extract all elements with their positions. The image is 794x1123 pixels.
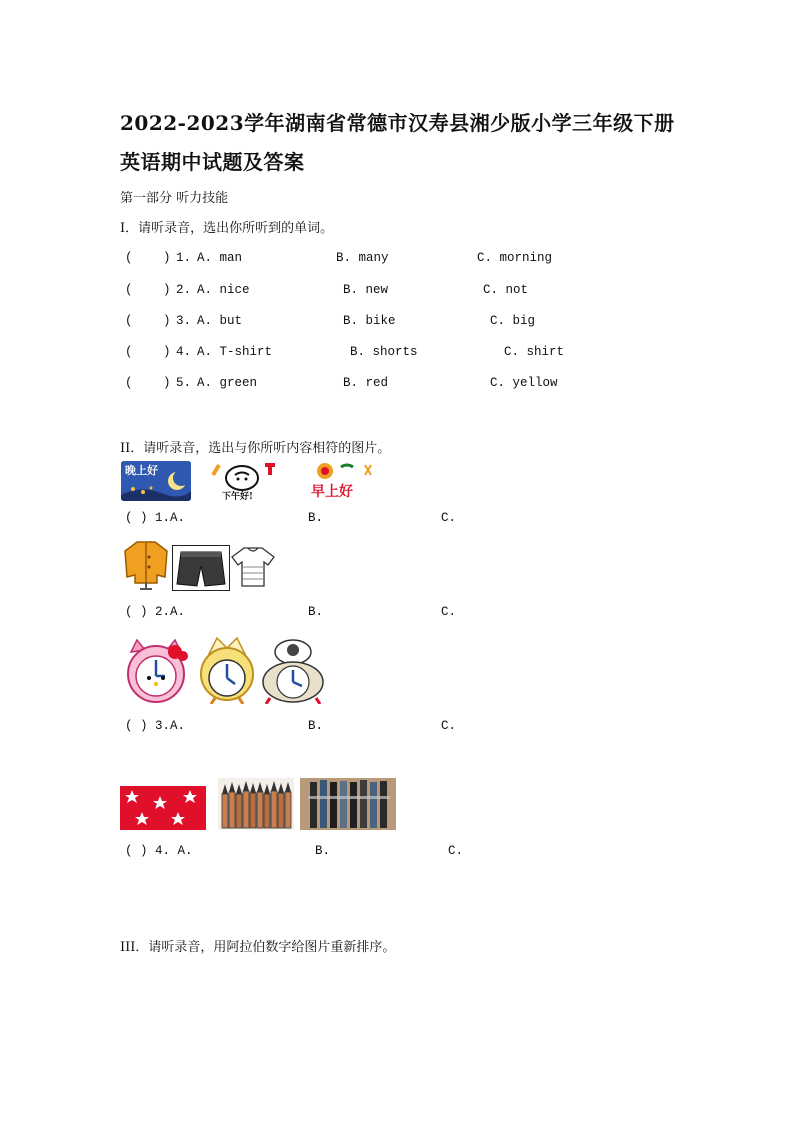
pens-picture: [300, 778, 396, 830]
option-a: A. but: [197, 314, 243, 328]
option-c: C. shirt: [504, 345, 565, 359]
good-afternoon-picture: [205, 461, 278, 501]
section2-heading: II．请听录音，选出与你所听内容相符的图片。: [120, 441, 391, 456]
option-c: C. not: [483, 283, 529, 297]
answer-paren-close: ): [163, 251, 171, 265]
q3-option-b: B.: [308, 719, 324, 733]
option-c: C. big: [490, 314, 536, 328]
section3-heading: III．请听录音，用阿拉伯数字给图片重新排序。: [120, 940, 396, 955]
chick-clock-picture: [197, 634, 257, 704]
document-title-line1: 2022-2023学年湖南省常德市汉寿县湘少版小学三年级下册: [120, 111, 675, 135]
question-number: 2.: [176, 283, 192, 297]
option-c: C. yellow: [490, 376, 558, 390]
option-b: B. shorts: [350, 345, 418, 359]
good-evening-label: 晚上好: [125, 464, 158, 477]
q4-option-c: C.: [448, 844, 464, 858]
question-number: 1.: [176, 251, 192, 265]
answer-paren-open: (: [125, 345, 133, 359]
good-morning-picture: [307, 461, 383, 501]
option-a: A. nice: [197, 283, 250, 297]
cat-clock-picture: [121, 638, 191, 704]
option-b: B. bike: [343, 314, 396, 328]
good-afternoon-label: 下午好!: [222, 492, 253, 501]
q2-option-c: C.: [441, 605, 457, 619]
answer-paren-open: (: [125, 314, 133, 328]
answer-paren-close: ): [163, 283, 171, 297]
answer-paren-open: (: [125, 376, 133, 390]
star-pattern-picture: [120, 786, 206, 830]
good-evening-picture: [121, 461, 191, 501]
question-number: 5.: [176, 376, 192, 390]
dog-clock-picture: [260, 638, 326, 704]
q4-label: ( ) 4. A.: [125, 844, 193, 858]
q3-label: ( ) 3.A.: [125, 719, 186, 733]
q1-label: ( ) 1.A.: [125, 511, 186, 525]
option-a: A. green: [197, 376, 258, 390]
question-number: 3.: [176, 314, 192, 328]
shorts-picture: [172, 545, 230, 591]
option-a: A. T-shirt: [197, 345, 273, 359]
t-shirt-picture: [230, 545, 276, 589]
answer-paren-open: (: [125, 251, 133, 265]
coat-picture: [123, 539, 169, 591]
answer-paren-close: ): [163, 314, 171, 328]
document-title-line2: 英语期中试题及答案: [120, 150, 305, 174]
q4-option-b: B.: [315, 844, 331, 858]
option-c: C. morning: [477, 251, 553, 265]
option-a: A. man: [197, 251, 243, 265]
option-b: B. new: [343, 283, 389, 297]
option-b: B. red: [343, 376, 389, 390]
q3-option-c: C.: [441, 719, 457, 733]
section1-heading: I．请听录音，选出你所听到的单词。: [120, 221, 334, 236]
question-number: 4.: [176, 345, 192, 359]
q2-label: ( ) 2.A.: [125, 605, 186, 619]
answer-paren-close: ): [163, 376, 171, 390]
q2-option-b: B.: [308, 605, 324, 619]
part-heading: 第一部分 听力技能: [120, 191, 229, 206]
q1-option-c: C.: [441, 511, 457, 525]
q1-option-b: B.: [308, 511, 324, 525]
good-morning-label: 早上好: [311, 484, 353, 500]
option-b: B. many: [336, 251, 389, 265]
answer-paren-open: (: [125, 283, 133, 297]
pencils-picture: [218, 778, 294, 830]
answer-paren-close: ): [163, 345, 171, 359]
